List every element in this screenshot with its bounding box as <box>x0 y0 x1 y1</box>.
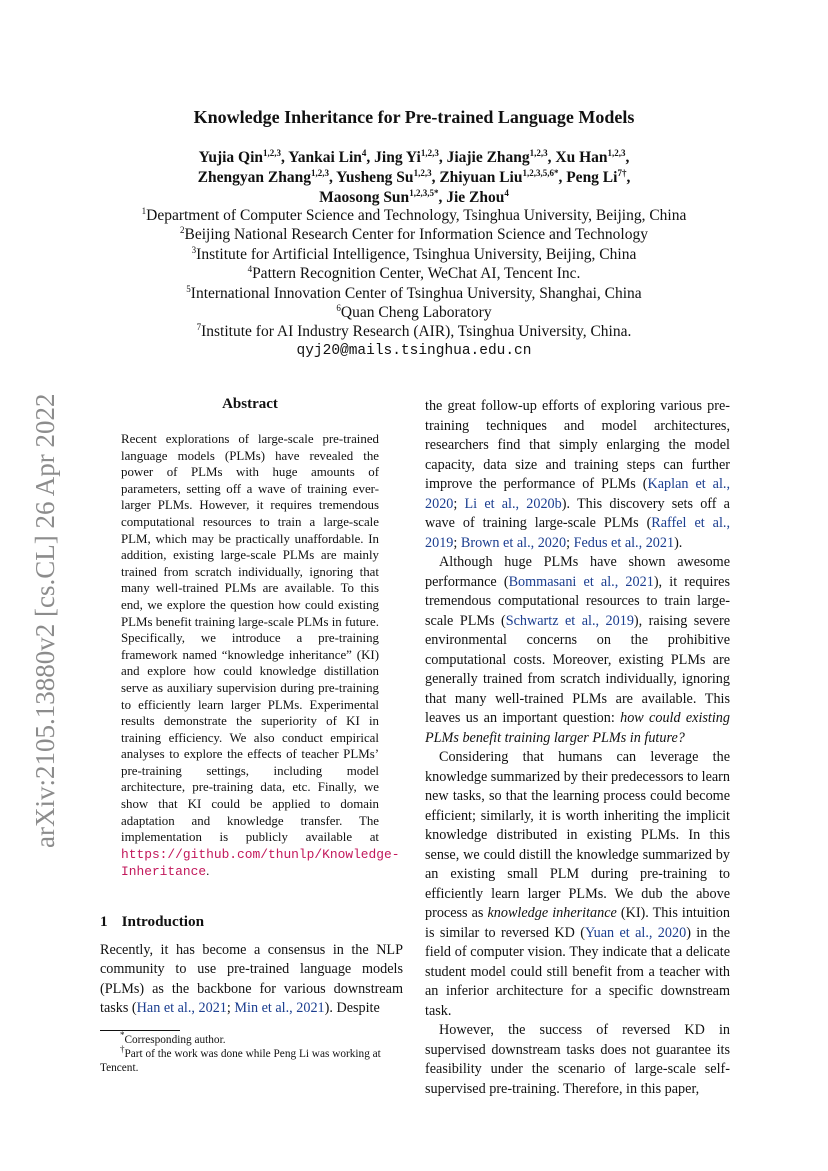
citation-link[interactable]: Bommasani et al., 2021 <box>508 573 654 590</box>
author-name: Xu Han <box>555 149 608 166</box>
author-name: Maosong Sun <box>319 189 410 206</box>
paragraph: Although huge PLMs have shown awesome performance (Bommasani et al., 2021), it requires tremendous computational resources to train large-scale PLMs (Schwartz et al., 2019), raising severe environmental concerns on the prohibitive computational costs. Moreover, existing PLMs are generally trained from scratch individually, ignoring that many well-trained PLMs are available. This leaves us an important question: how could existing PLMs benefit training larger PLMs in future? <box>425 554 730 746</box>
affiliation: $^3$Institute for Artificial Intelligence, Tsinghua University, Beijing, China <box>191 244 637 263</box>
citation-link[interactable]: Min et al., 2021 <box>234 1000 325 1017</box>
affiliation: $^5$International Innovation Center of Tsinghua University, Shanghai, China <box>186 283 642 302</box>
author-affil-mark: 1,2,3 <box>413 167 432 178</box>
citation-link[interactable]: Yuan et al., 2020 <box>584 924 687 941</box>
affiliation: $^7$Institute for AI Industry Research (AIR), Tsinghua University, China. <box>196 322 632 341</box>
author-affil-mark: 1,2,3 <box>607 147 626 158</box>
citation-link[interactable]: Kaplan et al., 2020 <box>425 476 731 512</box>
author-affil-mark: 1,2,3 <box>529 147 548 158</box>
footnotes <box>100 1030 403 1076</box>
contact-email[interactable]: qyj20@mails.tsinghua.edu.cn <box>296 342 532 359</box>
author-affil-mark: 4 <box>361 147 367 158</box>
section-title: Introduction <box>121 913 205 930</box>
author-name: Zhengyan Zhang <box>197 169 311 186</box>
citation-link[interactable]: Fedus et al., 2021 <box>573 534 675 551</box>
author-name: Yujia Qin <box>198 149 264 166</box>
author-line-3: Maosong Sun$^{1,2,3,5*}$, Jie Zhou$^4$ <box>319 187 509 206</box>
author-name: Jie Zhou <box>446 189 505 206</box>
affiliation: $^6$Quan Cheng Laboratory <box>336 302 492 322</box>
intro-column-1: Recently, it has become a consensus in the NLP community to use pre-trained language models (PLMs) as the backbone for various downstream tasks (Han et al., 2021; Min et al., 2021). Despite <box>100 942 403 1017</box>
author-line-2: Zhengyan Zhang$^{1,2,3}$, Yusheng Su$^{1,2,3}$, Zhiyuan Liu$^{1,2,3,5,6*}$, Peng $Li^{7\dagger}$, <box>197 167 631 186</box>
affiliation: $^2$Beijing National Research Center for Information Science and Technology <box>180 225 648 244</box>
abstract-text: Recent explorations of large-scale pre-trained language models (PLMs) have revealed the power of PLMs with huge amounts of parameters, setting off a wave of training ever-larger PLMs. However, it requires tremendous computational resources to train a large-scale PLM, which may be practically unaffordable. In addition, existing large-scale PLMs are mainly trained from scratch individually, ignoring that many well-trained PLMs are available. To this end, we explore the question how could existing PLMs benefit training large-scale PLMs in future. Specifically, we introduce a pre-training framework named “knowledge inheritance” (KI) and explore how could knowledge distillation serve as auxiliary supervision during pre-training to efficiently learn larger PLMs. Experimental results demonstrate the superiority of KI in training efficiency. We also conduct empirical analyses to explore the effects of teacher PLMs’ pre-training settings, including model architecture, pre-training data, etc. Finally, we show that KI could be applied to domain adaptation and knowledge transfer. The implementation is publicly available at <box>121 432 379 845</box>
abstract-body: Recent explorations of large-scale pre-trained language models (PLMs) have revealed the power of PLMs with huge amounts of parameters, setting off a wave of training ever-larger PLMs. However, it requires tremendous computational resources to train a large-scale PLM, which may be practically unaffordable. In addition, existing large-scale PLMs are mainly trained from scratch individually, ignoring that many well-trained PLMs are available. To this end, we explore the question how could existing PLMs benefit training large-scale PLMs in future. Specifically, we introduce a pre-training framework named “knowledge inheritance” (KI) and explore how could knowledge distillation serve as auxiliary supervision during pre-training to efficiently learn larger PLMs. Experimental results demonstrate the superiority of KI in training efficiency. We also conduct empirical analyses to explore the effects of teacher PLMs’ pre-training settings, including model architecture, pre-training data, etc. Finally, we show that KI could be applied to domain adaptation and knowledge transfer. The implementation is publicly available at https://github.com/thunlp/Knowledge-Inheritance. <box>121 432 400 880</box>
author-affil-mark: 1,2,3 <box>263 147 282 158</box>
section-heading-introduction <box>100 913 204 931</box>
citation-link[interactable]: Raffel et al., 2019 <box>425 515 730 551</box>
author-name: Yankai Lin <box>288 149 362 166</box>
paragraph: However, the success of reversed KD in supervised downstream tasks does not guarantee its feasibility under the scenario of large-scale self-supervised pre-training. Therefore, in this paper, <box>425 1022 730 1097</box>
footnote-rule <box>100 1030 180 1031</box>
author-name: Jing Yi <box>374 149 421 166</box>
author-list <box>0 148 828 208</box>
code-link[interactable]: https://github.com/thunlp/Knowledge-Inheritance <box>121 846 400 880</box>
author-name: Yusheng Su <box>336 169 414 186</box>
abstract-heading: Abstract <box>222 396 278 412</box>
author-line-1: Yujia Qin$^{1,2,3}$, Yankai Lin$^4$, Jing Yi$^{1,2,3}$, Jiajie Zhang$^{1,2,3}$, Xu Han$^{1,2,3}$, <box>198 147 630 166</box>
author-affil-mark: 4 <box>504 187 509 198</box>
footnote: †Part of the work was done while Peng Li was working at Tencent. <box>100 1044 381 1075</box>
author-affil-mark: 1,2,3 <box>420 147 439 158</box>
arxiv-identifier: arXiv:2105.13880v2 [cs.CL] 26 Apr 2022 <box>30 393 60 848</box>
paragraph: the great follow-up efforts of exploring various pre-training techniques and model architectures, researchers find that simply enlarging the model capacity, data size and training steps can further improve the performance of PLMs (Kaplan et al., 2020; Li et al., 2020b). This discovery sets off a wave of training large-scale PLMs (Raffel et al., 2019; Brown et al., 2020; Fedus et al., 2021). <box>425 398 731 551</box>
author-name: Peng Li <box>566 169 618 186</box>
citation-link[interactable]: Brown et al., 2020 <box>460 534 567 551</box>
affiliation: $^4$Pattern Recognition Center, WeChat AI, Tencent Inc. <box>247 264 581 283</box>
author-name: Zhiyuan Liu <box>439 169 523 186</box>
author-affil-mark: 1,2,3 <box>310 167 329 178</box>
footnote: *Corresponding author. <box>120 1030 226 1046</box>
section-number: 1 <box>100 913 108 930</box>
paragraph: Considering that humans can leverage the knowledge summarized by their predecessors to learn new tasks, so that the learning process could become efficient; similarly, it is worth inheriting the implicit knowledge distributed in existing PLMs. In this sense, we could distill the knowledge summarized by an existing small PLM during pre-training to efficiently learn larger PLMs. We dub the above process as knowledge inheritance (KI). This intuition is similar to reversed KD (Yuan et al., 2020) in the field of computer vision. They indicate that a delicate student model could still benefit from a teacher with an inferior architecture for a specific downstream task. <box>425 749 731 1019</box>
intro-column-2 <box>425 397 730 1099</box>
affiliation-list <box>0 206 828 361</box>
citation-link[interactable]: Han et al., 2021 <box>136 1000 227 1017</box>
affiliation: $^1$Department of Computer Science and Technology, Tsinghua University, Beijing, China <box>141 205 687 224</box>
author-affil-mark: 7† <box>617 167 627 178</box>
author-affil-mark: 1,2,3,5,6* <box>522 167 559 178</box>
author-affil-mark: 1,2,3,5* <box>409 187 439 198</box>
citation-link[interactable]: Schwartz et al., 2019 <box>505 612 634 629</box>
author-name: Jiajie Zhang <box>446 149 530 166</box>
citation-link[interactable]: Li et al., 2020b <box>464 495 562 512</box>
paper-title: Knowledge Inheritance for Pre-trained Language Models <box>193 107 635 127</box>
